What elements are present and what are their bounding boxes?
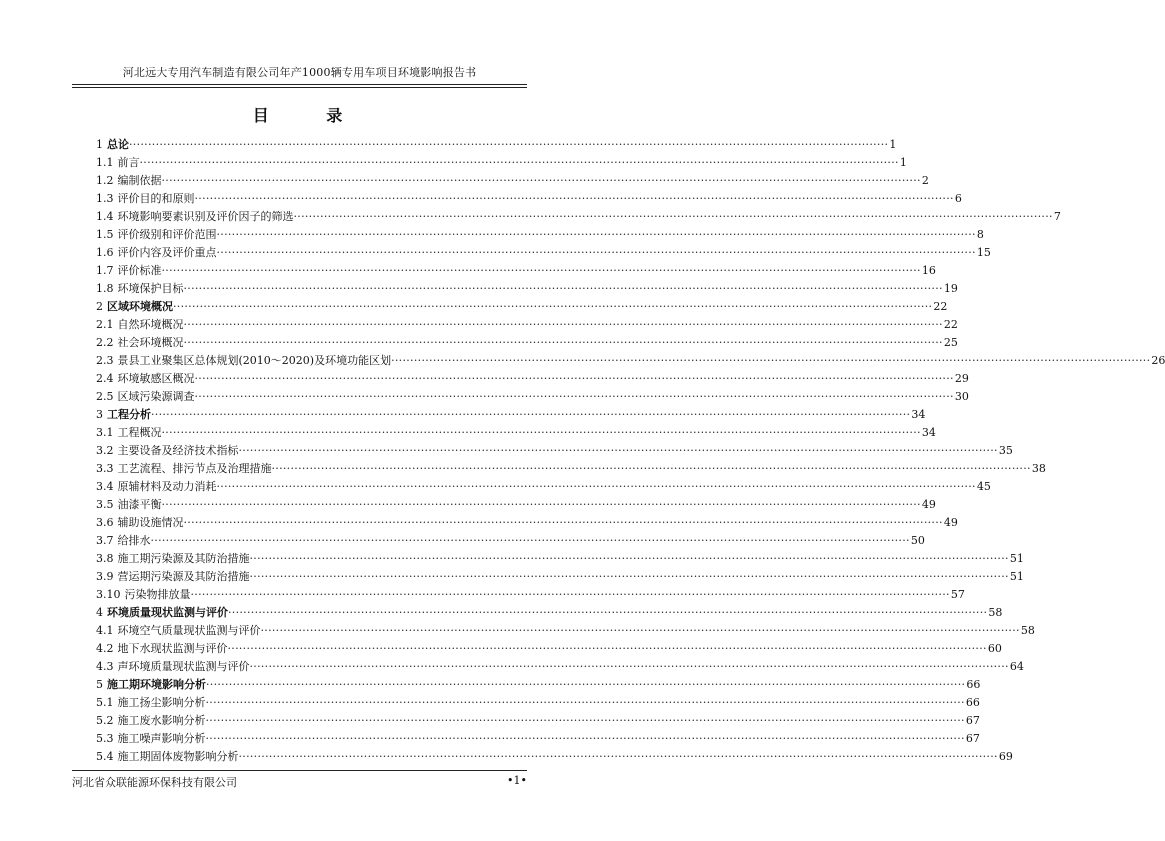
toc-entry-title: 声环境质量现状监测与评价 bbox=[117, 660, 250, 673]
toc-entry-title: 工程分析 bbox=[107, 408, 151, 421]
toc-entry-page: 57 bbox=[950, 588, 965, 601]
toc-leader-dots: ········································································································································································································ bbox=[293, 210, 1053, 223]
toc-entry-number: 5 bbox=[96, 678, 103, 691]
toc-leader-dots: ········································································································································································································ bbox=[190, 588, 950, 601]
toc-leader-dots: ········································································································································································································ bbox=[139, 156, 899, 169]
toc-entry-page: 58 bbox=[988, 606, 1003, 619]
toc-section-entry[interactable] bbox=[96, 352, 1165, 370]
toc-leader-dots: ········································································································································································································ bbox=[194, 192, 954, 205]
toc-entry-number: 2 bbox=[96, 300, 103, 313]
toc-entry-title: 营运期污染源及其防治措施 bbox=[117, 570, 250, 583]
toc-leader-dots: ········································································································································································································ bbox=[161, 264, 921, 277]
toc-entry-number: 3 bbox=[96, 408, 103, 421]
toc-section-entry[interactable] bbox=[96, 280, 958, 298]
toc-section-entry[interactable] bbox=[96, 748, 1013, 766]
toc-entry-title: 区域污染源调查 bbox=[117, 390, 195, 403]
toc-entry-number: 3.2 bbox=[96, 444, 114, 457]
toc-leader-dots: ········································································································································································································ bbox=[238, 750, 998, 763]
toc-section-entry[interactable] bbox=[96, 424, 936, 442]
toc-entry-title: 环境质量现状监测与评价 bbox=[107, 606, 228, 619]
toc-entry-title: 自然环境概况 bbox=[117, 318, 184, 331]
toc-entry-page: 66 bbox=[965, 696, 980, 709]
toc-entry-title: 原辅材料及动力消耗 bbox=[117, 480, 217, 493]
toc-section-entry[interactable] bbox=[96, 370, 969, 388]
toc-entry-title: 施工期污染源及其防治措施 bbox=[117, 552, 250, 565]
toc-entry-title: 辅助设施情况 bbox=[117, 516, 184, 529]
toc-entry-number: 3.6 bbox=[96, 516, 114, 529]
toc-entry-number: 3.5 bbox=[96, 498, 114, 511]
toc-leader-dots: ········································································································································································································ bbox=[151, 408, 911, 421]
toc-entry-title: 污染物排放量 bbox=[124, 588, 191, 601]
toc-entry-page: 15 bbox=[976, 246, 991, 259]
toc-entry-title: 社会环境概况 bbox=[117, 336, 184, 349]
toc-entry-number: 2.3 bbox=[96, 354, 114, 367]
toc-section-entry[interactable] bbox=[96, 730, 980, 748]
toc-entry-number: 1.5 bbox=[96, 228, 114, 241]
toc-leader-dots: ········································································································································································································ bbox=[194, 390, 954, 403]
toc-entry-title: 评价级别和评价范围 bbox=[117, 228, 217, 241]
toc-entry-page: 67 bbox=[965, 732, 980, 745]
toc-section-entry[interactable] bbox=[96, 442, 1013, 460]
toc-section-entry[interactable] bbox=[96, 190, 962, 208]
toc-chapter-entry[interactable] bbox=[96, 604, 1003, 622]
toc-entry-page: 29 bbox=[954, 372, 969, 385]
toc-chapter-entry[interactable] bbox=[96, 406, 926, 424]
toc-leader-dots: ········································································································································································································ bbox=[161, 174, 921, 187]
toc-entry-page: 30 bbox=[954, 390, 969, 403]
toc-section-entry[interactable] bbox=[96, 334, 958, 352]
toc-leader-dots: ········································································································································································································ bbox=[228, 606, 988, 619]
toc-entry-title: 施工期固体废物影响分析 bbox=[117, 750, 239, 763]
toc-section-entry[interactable] bbox=[96, 262, 936, 280]
toc-entry-page: 34 bbox=[921, 426, 936, 439]
toc-chapter-entry[interactable] bbox=[96, 676, 981, 694]
toc-entry-title: 区域环境概况 bbox=[107, 300, 173, 313]
toc-entry-page: 49 bbox=[943, 516, 958, 529]
table-of-contents bbox=[96, 136, 1165, 766]
toc-entry-title: 环境影响要素识别及评价因子的筛选 bbox=[117, 210, 294, 223]
toc-entry-title: 施工噪声影响分析 bbox=[117, 732, 206, 745]
toc-leader-dots: ········································································································································································································ bbox=[206, 678, 966, 691]
toc-entry-number: 5.1 bbox=[96, 696, 114, 709]
toc-entry-title: 环境保护目标 bbox=[117, 282, 184, 295]
toc-entry-title: 工艺流程、排污节点及治理措施 bbox=[117, 462, 272, 475]
toc-entry-page: 58 bbox=[1020, 624, 1035, 637]
toc-entry-page: 22 bbox=[933, 300, 948, 313]
toc-entry-number: 5.2 bbox=[96, 714, 114, 727]
toc-leader-dots: ········································································································································································································ bbox=[216, 228, 976, 241]
toc-entry-title: 总论 bbox=[107, 138, 129, 151]
toc-entry-page: 60 bbox=[987, 642, 1002, 655]
toc-entry-number: 1.7 bbox=[96, 264, 114, 277]
toc-entry-page: 1 bbox=[889, 138, 897, 151]
toc-entry-number: 3.8 bbox=[96, 552, 114, 565]
toc-entry-title: 评价目的和原则 bbox=[117, 192, 195, 205]
toc-entry-page: 2 bbox=[921, 174, 929, 187]
toc-leader-dots: ········································································································································································································ bbox=[260, 624, 1020, 637]
toc-leader-dots: ········································································································································································································ bbox=[183, 318, 943, 331]
toc-entry-title: 油漆平衡 bbox=[117, 498, 162, 511]
toc-leader-dots: ········································································································································································································ bbox=[161, 426, 921, 439]
toc-entry-page: 22 bbox=[943, 318, 958, 331]
toc-leader-dots: ········································································································································································································ bbox=[249, 660, 1009, 673]
toc-leader-dots: ········································································································································································································ bbox=[205, 696, 965, 709]
toc-entry-number: 3.9 bbox=[96, 570, 114, 583]
footer-page-number: •1• bbox=[507, 774, 527, 787]
toc-section-entry[interactable] bbox=[96, 154, 907, 172]
toc-entry-number: 1.6 bbox=[96, 246, 114, 259]
toc-entry-number: 3.1 bbox=[96, 426, 114, 439]
header-rule-thin bbox=[72, 87, 527, 88]
toc-leader-dots: ········································································································································································································ bbox=[173, 300, 933, 313]
toc-entry-number: 4.3 bbox=[96, 660, 114, 673]
toc-leader-dots: ········································································································································································································ bbox=[205, 714, 965, 727]
toc-entry-number: 4.1 bbox=[96, 624, 114, 637]
toc-entry-number: 3.4 bbox=[96, 480, 114, 493]
toc-leader-dots: ········································································································································································································ bbox=[227, 642, 987, 655]
toc-section-entry[interactable] bbox=[96, 712, 980, 730]
toc-leader-dots: ········································································································································································································ bbox=[271, 462, 1031, 475]
toc-section-entry[interactable] bbox=[96, 226, 984, 244]
toc-entry-page: 16 bbox=[921, 264, 936, 277]
toc-entry-page: 64 bbox=[1009, 660, 1024, 673]
toc-entry-number: 3.10 bbox=[96, 588, 121, 601]
toc-entry-page: 26 bbox=[1151, 354, 1165, 367]
toc-entry-page: 51 bbox=[1009, 552, 1024, 565]
toc-section-entry[interactable] bbox=[96, 586, 965, 604]
toc-section-entry[interactable] bbox=[96, 478, 991, 496]
toc-entry-title: 主要设备及经济技术指标 bbox=[117, 444, 239, 457]
toc-section-entry[interactable] bbox=[96, 640, 1002, 658]
toc-section-entry[interactable] bbox=[96, 622, 1035, 640]
toc-leader-dots: ········································································································································································································ bbox=[194, 372, 954, 385]
toc-section-entry[interactable] bbox=[96, 514, 958, 532]
toc-entry-title: 环境空气质量现状监测与评价 bbox=[117, 624, 261, 637]
toc-entry-title: 地下水现状监测与评价 bbox=[117, 642, 228, 655]
toc-entry-page: 35 bbox=[998, 444, 1013, 457]
toc-entry-page: 7 bbox=[1053, 210, 1061, 223]
toc-leader-dots: ········································································································································································································ bbox=[183, 282, 943, 295]
footer-company: 河北省众联能源环保科技有限公司 bbox=[72, 776, 237, 789]
toc-entry-page: 45 bbox=[976, 480, 991, 493]
toc-entry-number: 2.4 bbox=[96, 372, 114, 385]
toc-entry-title: 施工废水影响分析 bbox=[117, 714, 206, 727]
toc-entry-page: 19 bbox=[943, 282, 958, 295]
toc-title: 目 录 bbox=[252, 106, 369, 125]
toc-leader-dots: ········································································································································································································ bbox=[249, 552, 1009, 565]
footer-rule bbox=[72, 770, 527, 771]
toc-section-entry[interactable] bbox=[96, 208, 1061, 226]
toc-entry-number: 5.4 bbox=[96, 750, 114, 763]
toc-entry-page: 1 bbox=[899, 156, 907, 169]
toc-leader-dots: ········································································································································································································ bbox=[183, 516, 943, 529]
toc-chapter-entry[interactable] bbox=[96, 298, 948, 316]
toc-entry-number: 1.8 bbox=[96, 282, 114, 295]
toc-section-entry[interactable] bbox=[96, 316, 958, 334]
running-header: 河北远大专用汽车制造有限公司年产1000辆专用车项目环境影响报告书 bbox=[122, 66, 477, 79]
toc-entry-number: 2.5 bbox=[96, 390, 114, 403]
toc-entry-title: 前言 bbox=[117, 156, 140, 169]
toc-section-entry[interactable] bbox=[96, 172, 929, 190]
toc-entry-number: 1.2 bbox=[96, 174, 114, 187]
toc-entry-page: 69 bbox=[998, 750, 1013, 763]
toc-entry-title: 评价标准 bbox=[117, 264, 162, 277]
toc-section-entry[interactable] bbox=[96, 496, 936, 514]
toc-entry-number: 4.2 bbox=[96, 642, 114, 655]
toc-section-entry[interactable] bbox=[96, 460, 1046, 478]
toc-entry-page: 6 bbox=[954, 192, 962, 205]
toc-entry-title: 施工期环境影响分析 bbox=[107, 678, 206, 691]
toc-entry-number: 1.3 bbox=[96, 192, 114, 205]
toc-entry-title: 给排水 bbox=[117, 534, 151, 547]
toc-entry-number: 3.3 bbox=[96, 462, 114, 475]
toc-leader-dots: ········································································································································································································ bbox=[391, 354, 1151, 367]
toc-leader-dots: ········································································································································································································ bbox=[161, 498, 921, 511]
toc-entry-title: 编制依据 bbox=[117, 174, 162, 187]
toc-entry-page: 25 bbox=[943, 336, 958, 349]
toc-section-entry[interactable] bbox=[96, 568, 1024, 586]
toc-section-entry[interactable] bbox=[96, 532, 925, 550]
toc-entry-page: 38 bbox=[1031, 462, 1046, 475]
toc-section-entry[interactable] bbox=[96, 244, 991, 262]
toc-entry-title: 景县工业聚集区总体规划(2010～2020)及环境功能区划 bbox=[117, 354, 392, 367]
toc-entry-page: 34 bbox=[911, 408, 926, 421]
toc-section-entry[interactable] bbox=[96, 388, 969, 406]
toc-entry-number: 5.3 bbox=[96, 732, 114, 745]
toc-entry-number: 4 bbox=[96, 606, 103, 619]
toc-entry-page: 49 bbox=[921, 498, 936, 511]
toc-section-entry[interactable] bbox=[96, 694, 980, 712]
header-rule-thick bbox=[72, 84, 527, 85]
toc-entry-number: 2.2 bbox=[96, 336, 114, 349]
toc-leader-dots: ········································································································································································································ bbox=[238, 444, 998, 457]
toc-leader-dots: ········································································································································································································ bbox=[205, 732, 965, 745]
toc-entry-number: 1.4 bbox=[96, 210, 114, 223]
toc-entry-number: 2.1 bbox=[96, 318, 114, 331]
toc-entry-title: 环境敏感区概况 bbox=[117, 372, 195, 385]
toc-entry-page: 51 bbox=[1009, 570, 1024, 583]
toc-entry-number: 1 bbox=[96, 138, 103, 151]
toc-leader-dots: ········································································································································································································ bbox=[249, 570, 1009, 583]
toc-entry-title: 评价内容及评价重点 bbox=[117, 246, 217, 259]
toc-entry-number: 1.1 bbox=[96, 156, 114, 169]
toc-leader-dots: ········································································································································································································ bbox=[183, 336, 943, 349]
toc-leader-dots: ········································································································································································································ bbox=[216, 480, 976, 493]
toc-entry-page: 8 bbox=[976, 228, 984, 241]
toc-entry-page: 67 bbox=[965, 714, 980, 727]
toc-section-entry[interactable] bbox=[96, 550, 1024, 568]
toc-section-entry[interactable] bbox=[96, 658, 1024, 676]
toc-entry-number: 3.7 bbox=[96, 534, 114, 547]
toc-entry-title: 工程概况 bbox=[117, 426, 162, 439]
toc-chapter-entry[interactable] bbox=[96, 136, 897, 154]
toc-entry-title: 施工扬尘影响分析 bbox=[117, 696, 206, 709]
toc-entry-page: 66 bbox=[966, 678, 981, 691]
toc-leader-dots: ········································································································································································································ bbox=[150, 534, 910, 547]
toc-entry-page: 50 bbox=[910, 534, 925, 547]
toc-leader-dots: ········································································································································································································ bbox=[129, 138, 889, 151]
toc-leader-dots: ········································································································································································································ bbox=[216, 246, 976, 259]
